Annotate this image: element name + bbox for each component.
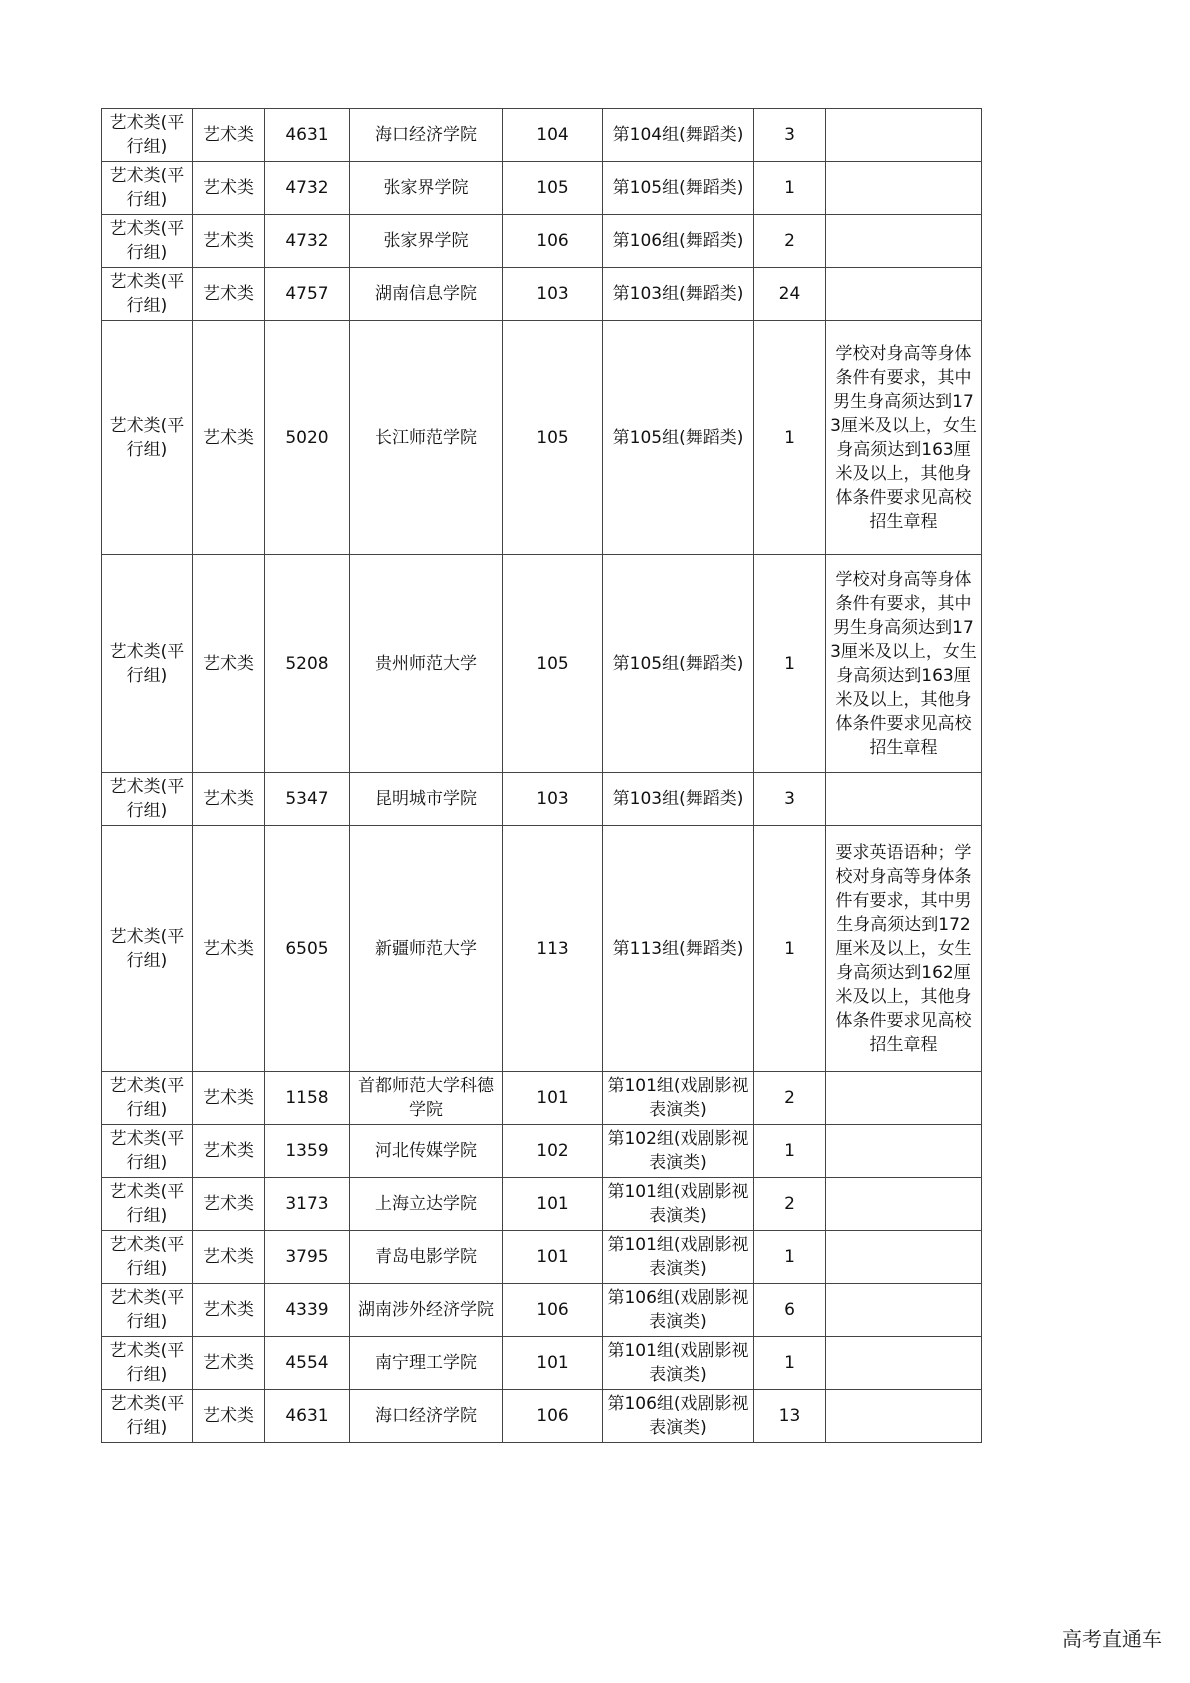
school-code-cell: 4757 [265,268,350,321]
school-code-cell: 5020 [265,321,350,555]
category-cell: 艺术类 [193,162,265,215]
school-name-cell: 湖南涉外经济学院 [350,1284,503,1337]
school-code-cell: 4339 [265,1284,350,1337]
type-cell: 艺术类(平行组) [102,109,193,162]
table-row [102,1390,982,1443]
school-name-cell: 张家界学院 [350,215,503,268]
watermark-text: 高考直通车 [1062,1627,1162,1651]
table-row [102,826,982,1072]
note-cell: 学校对身高等身体条件有要求，其中男生身高须达到173厘米及以上，女生身高须达到163厘米及以上，其他身体条件要求见高校招生章程 [826,555,982,773]
type-cell: 艺术类(平行组) [102,162,193,215]
note-cell [826,773,982,826]
category-cell: 艺术类 [193,268,265,321]
plan-count-cell: 1 [754,162,826,215]
category-cell: 艺术类 [193,109,265,162]
school-code-cell: 4732 [265,162,350,215]
school-name-cell: 海口经济学院 [350,1390,503,1443]
plan-count-cell: 2 [754,215,826,268]
table-row [102,215,982,268]
table-row [102,268,982,321]
group-name-cell: 第106组(戏剧影视表演类) [603,1390,754,1443]
category-cell: 艺术类 [193,555,265,773]
plan-count-cell: 6 [754,1284,826,1337]
group-name-cell: 第106组(戏剧影视表演类) [603,1284,754,1337]
plan-count-cell: 3 [754,109,826,162]
table-row [102,162,982,215]
type-cell: 艺术类(平行组) [102,826,193,1072]
group-number-cell: 105 [503,555,603,773]
note-cell [826,162,982,215]
table-row [102,109,982,162]
note-cell [826,1231,982,1284]
type-cell: 艺术类(平行组) [102,773,193,826]
school-code-cell: 5208 [265,555,350,773]
type-cell: 艺术类(平行组) [102,321,193,555]
note-cell [826,1125,982,1178]
group-number-cell: 102 [503,1125,603,1178]
group-number-cell: 106 [503,215,603,268]
school-code-cell: 5347 [265,773,350,826]
group-number-cell: 106 [503,1390,603,1443]
category-cell: 艺术类 [193,1178,265,1231]
group-name-cell: 第101组(戏剧影视表演类) [603,1178,754,1231]
school-name-cell: 昆明城市学院 [350,773,503,826]
school-name-cell: 上海立达学院 [350,1178,503,1231]
note-cell [826,1284,982,1337]
school-name-cell: 湖南信息学院 [350,268,503,321]
category-cell: 艺术类 [193,773,265,826]
school-name-cell: 新疆师范大学 [350,826,503,1072]
category-cell: 艺术类 [193,215,265,268]
type-cell: 艺术类(平行组) [102,1284,193,1337]
type-cell: 艺术类(平行组) [102,555,193,773]
note-cell: 要求英语语种；学校对身高等身体条件有要求，其中男生身高须达到172厘米及以上，女生身高须达到162厘米及以上，其他身体条件要求见高校招生章程 [826,826,982,1072]
table-row [102,1284,982,1337]
school-name-cell: 首都师范大学科德学院 [350,1072,503,1125]
group-number-cell: 105 [503,321,603,555]
type-cell: 艺术类(平行组) [102,1390,193,1443]
note-cell [826,1072,982,1125]
group-number-cell: 101 [503,1337,603,1390]
school-name-cell: 长江师范学院 [350,321,503,555]
note-cell [826,1390,982,1443]
plan-count-cell: 1 [754,1231,826,1284]
type-cell: 艺术类(平行组) [102,1072,193,1125]
plan-count-cell: 1 [754,1337,826,1390]
table-row [102,1125,982,1178]
school-name-cell: 南宁理工学院 [350,1337,503,1390]
group-name-cell: 第101组(戏剧影视表演类) [603,1072,754,1125]
group-number-cell: 113 [503,826,603,1072]
school-code-cell: 1359 [265,1125,350,1178]
admissions-table [101,108,982,1443]
school-code-cell: 3795 [265,1231,350,1284]
category-cell: 艺术类 [193,1072,265,1125]
table-row [102,1178,982,1231]
category-cell: 艺术类 [193,1125,265,1178]
table-row [102,1072,982,1125]
school-code-cell: 4554 [265,1337,350,1390]
group-number-cell: 101 [503,1072,603,1125]
school-name-cell: 青岛电影学院 [350,1231,503,1284]
group-name-cell: 第113组(舞蹈类) [603,826,754,1072]
group-name-cell: 第105组(舞蹈类) [603,555,754,773]
group-name-cell: 第103组(舞蹈类) [603,773,754,826]
school-code-cell: 3173 [265,1178,350,1231]
plan-count-cell: 1 [754,555,826,773]
category-cell: 艺术类 [193,1337,265,1390]
group-number-cell: 101 [503,1178,603,1231]
group-number-cell: 104 [503,109,603,162]
group-number-cell: 106 [503,1284,603,1337]
type-cell: 艺术类(平行组) [102,1337,193,1390]
table-row [102,1337,982,1390]
school-name-cell: 张家界学院 [350,162,503,215]
type-cell: 艺术类(平行组) [102,1231,193,1284]
category-cell: 艺术类 [193,321,265,555]
school-name-cell: 海口经济学院 [350,109,503,162]
group-number-cell: 101 [503,1231,603,1284]
table-row [102,555,982,773]
plan-count-cell: 2 [754,1072,826,1125]
type-cell: 艺术类(平行组) [102,268,193,321]
type-cell: 艺术类(平行组) [102,1125,193,1178]
group-name-cell: 第106组(舞蹈类) [603,215,754,268]
group-name-cell: 第105组(舞蹈类) [603,321,754,555]
school-code-cell: 4631 [265,109,350,162]
category-cell: 艺术类 [193,1231,265,1284]
group-name-cell: 第104组(舞蹈类) [603,109,754,162]
note-cell [826,1178,982,1231]
plan-count-cell: 1 [754,826,826,1072]
note-cell [826,268,982,321]
group-number-cell: 105 [503,162,603,215]
plan-count-cell: 2 [754,1178,826,1231]
group-number-cell: 103 [503,268,603,321]
group-name-cell: 第101组(戏剧影视表演类) [603,1337,754,1390]
school-name-cell: 河北传媒学院 [350,1125,503,1178]
type-cell: 艺术类(平行组) [102,1178,193,1231]
table-row [102,1231,982,1284]
plan-count-cell: 1 [754,321,826,555]
school-code-cell: 4732 [265,215,350,268]
note-cell [826,1337,982,1390]
type-cell: 艺术类(平行组) [102,215,193,268]
note-cell [826,109,982,162]
table-row [102,773,982,826]
school-name-cell: 贵州师范大学 [350,555,503,773]
plan-count-cell: 13 [754,1390,826,1443]
plan-count-cell: 24 [754,268,826,321]
category-cell: 艺术类 [193,1284,265,1337]
category-cell: 艺术类 [193,1390,265,1443]
note-cell [826,215,982,268]
group-number-cell: 103 [503,773,603,826]
table-row [102,321,982,555]
plan-count-cell: 1 [754,1125,826,1178]
group-name-cell: 第101组(戏剧影视表演类) [603,1231,754,1284]
group-name-cell: 第105组(舞蹈类) [603,162,754,215]
group-name-cell: 第102组(戏剧影视表演类) [603,1125,754,1178]
school-code-cell: 4631 [265,1390,350,1443]
category-cell: 艺术类 [193,826,265,1072]
note-cell: 学校对身高等身体条件有要求，其中男生身高须达到173厘米及以上，女生身高须达到163厘米及以上，其他身体条件要求见高校招生章程 [826,321,982,555]
school-code-cell: 6505 [265,826,350,1072]
plan-count-cell: 3 [754,773,826,826]
school-code-cell: 1158 [265,1072,350,1125]
group-name-cell: 第103组(舞蹈类) [603,268,754,321]
